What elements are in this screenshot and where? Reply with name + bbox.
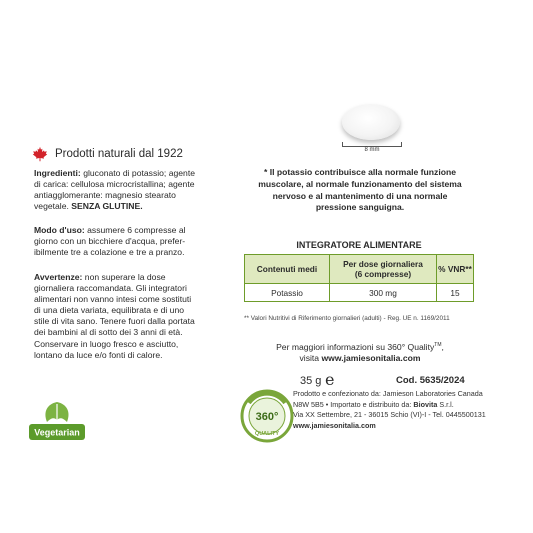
table-footnote: ** Valori Nutritivi di Riferimento giornalieri (adulti) - Reg. UE n. 1169/2011	[244, 315, 450, 322]
info-line-1	[244, 340, 476, 353]
usage-line-1: assumere 6 compresse al	[87, 225, 186, 235]
tablet-size-label: 8 mm	[364, 147, 380, 153]
warnings-line-2: giornaliera raccomandata. Gli integratori	[34, 283, 187, 294]
nutrient-vnr: 15	[437, 284, 474, 302]
warnings-line-3: alimentari non vanno intesi come sostituti	[34, 294, 192, 305]
producer-line-1: Prodotto e confezionato da: Jamieson Laboratories Canada	[293, 389, 483, 398]
producer-line-2c: S.r.l.	[439, 399, 454, 409]
gluten-free-text: SENZA GLUTINE.	[71, 201, 143, 212]
claim-line-1: * Il potassio contribuisce alla normale funzione	[264, 167, 456, 177]
tablet-illustration	[332, 92, 412, 162]
ingredients-label: Ingredienti:	[34, 168, 81, 178]
net-weight: 35 g	[300, 375, 322, 387]
claim-line-3: nervoso e al mantenimento di una normale	[272, 190, 448, 201]
usage-line-2: giorno con un bicchiere d'acqua, prefer-	[34, 236, 186, 247]
vegetarian-label: Vegetarian	[34, 427, 80, 438]
header-daily-dose-line-2: (6 compresse)	[354, 269, 412, 279]
warnings-line-8: lontano da luce e/o fonti di calore.	[34, 349, 163, 360]
page-title: Prodotti naturali dal 1922	[55, 148, 183, 160]
warnings-label: Avvertenze:	[34, 272, 83, 282]
claim-line-4: pressione sanguigna.	[315, 202, 405, 213]
producer-line-3: Via XX Settembre, 21 - 36015 Schio (VI)-I - Tel. 0445500131	[293, 410, 486, 420]
heading-row	[32, 146, 242, 162]
header-daily-dose-line-1: Per dose giornaliera	[343, 259, 423, 269]
ingredients-paragraph	[34, 168, 244, 212]
product-code: Cod. 5635/2024	[396, 375, 465, 386]
producer-line-2	[293, 400, 513, 411]
producer-website-text[interactable]: www.jamiesonitalia.com	[293, 420, 376, 430]
usage-label: Modo d'uso:	[34, 225, 85, 235]
warnings-line-6: dei bambini al di sotto dei 3 anni di età.	[34, 327, 183, 338]
ingredients-line-2: di carica: cellulosa microcristallina; agente	[34, 179, 195, 190]
info-line-2	[244, 353, 476, 364]
producer-line-2a: N8W 5B5 • Importato e distribuito da:	[293, 399, 412, 409]
usage-line-3: ibilmente tre a colazione e tre a pranzo.	[34, 247, 185, 258]
warnings-line-1: non superare la dose	[84, 272, 166, 282]
nutrition-table	[244, 254, 474, 302]
producer-info	[293, 389, 513, 431]
info-text: Per maggiori informazioni su 360° Quality	[276, 341, 435, 352]
360-quality-seal-icon	[240, 389, 294, 443]
header-vnr: % VNR**	[437, 255, 474, 284]
ingredients-line-3: antiagglomerante: magnesio stearato	[34, 190, 176, 201]
table-header-row	[245, 255, 474, 284]
warnings-line-5: stile di vita sano. Tenere fuori dalla portata	[34, 316, 195, 327]
warnings-line-7: Conservare in luogo fresco e asciutto,	[34, 338, 179, 349]
info-comma: ,	[441, 341, 444, 352]
warnings-line-4: di una dieta variata, equilibrata e di uno	[34, 305, 185, 316]
header-content: Contenuti medi	[245, 255, 330, 284]
vegetarian-leaf-icon	[27, 398, 87, 454]
nutrition-table-title: INTEGRATORE ALIMENTARE	[296, 240, 422, 250]
quality-text: QUALITY	[254, 431, 280, 437]
trademark-sign: TM	[434, 342, 442, 348]
table-row	[245, 284, 474, 302]
health-claim	[244, 167, 476, 214]
ingredients-line-4: vegetale.	[34, 201, 69, 212]
usage-paragraph	[34, 225, 244, 258]
claim-line-2: muscolare, al normale funzionamento del sistema	[258, 178, 462, 189]
estimated-sign: e	[325, 370, 335, 389]
header-daily-dose	[330, 255, 437, 284]
producer-website[interactable]	[293, 421, 513, 432]
website-link[interactable]: www.jamiesonitalia.com	[321, 352, 421, 363]
nutrient-name: Potassio	[245, 284, 330, 302]
quality-number: 360°	[255, 411, 279, 423]
ingredients-line-1: gluconato di potassio; agente	[83, 168, 195, 178]
more-info	[244, 340, 476, 364]
distributor-name: Biovita	[413, 399, 438, 409]
nutrient-amount: 300 mg	[330, 284, 437, 302]
visit-text: visita	[299, 352, 320, 363]
tablet-image	[342, 104, 400, 140]
warnings-paragraph	[34, 272, 244, 361]
maple-leaf-icon	[32, 146, 48, 162]
